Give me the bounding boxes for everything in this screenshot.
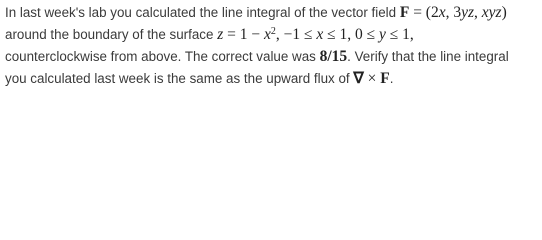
- problem-line-2: [5, 24, 541, 46]
- vector-field-expression: F = (2x, 3yz, xyz): [399, 4, 507, 21]
- line4-text-after: .: [389, 71, 394, 86]
- line1-text: In last week's lab you calculated the line integral of the vector field: [5, 5, 397, 20]
- line4-text: you calculated last week is the same as the upward flux of: [5, 71, 350, 86]
- problem-line-4: [5, 68, 541, 90]
- problem-line-1: [5, 2, 541, 24]
- problem-statement: [5, 2, 541, 90]
- curl-expression: ∇ × F: [353, 70, 390, 87]
- line3-text-after: . Verify that the line integral: [347, 49, 509, 64]
- surface-expression: $z = 1 - x^2$, −1 ≤ x ≤ 1, 0 ≤ y ≤ 1,: [217, 26, 414, 43]
- line2-text: around the boundary of the surface: [5, 27, 214, 42]
- correct-value-expression: 8/15: [319, 48, 348, 65]
- problem-line-3: [5, 46, 541, 68]
- line3-text: counterclockwise from above. The correct value was: [5, 49, 316, 64]
